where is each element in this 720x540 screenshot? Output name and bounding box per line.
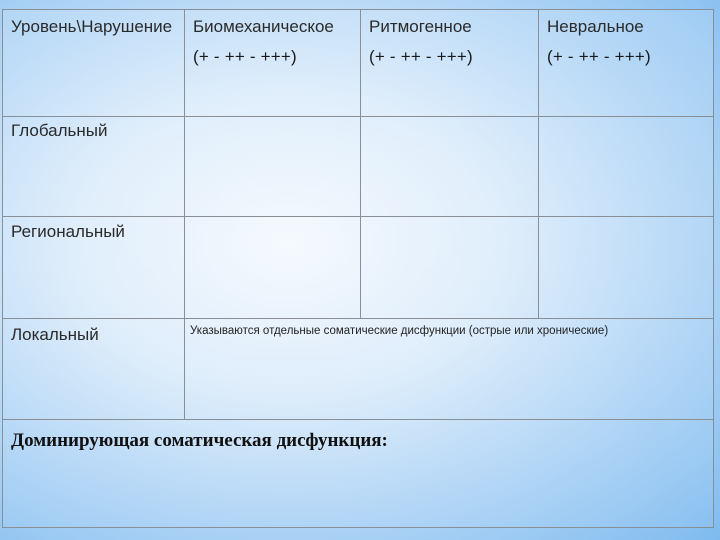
column-header-biomechanical: Биомеханическое xyxy=(193,17,334,36)
column-scale-biomechanical: (+ - ++ - +++) xyxy=(193,47,297,66)
col-divider-3 xyxy=(538,9,539,319)
column-header-neural: Невральное xyxy=(547,17,644,36)
row-label-global: Глобальный xyxy=(11,121,108,140)
table-border-bottom xyxy=(2,527,714,528)
table-border-top xyxy=(2,9,714,10)
row-label-regional: Региональный xyxy=(11,222,125,241)
assessment-table xyxy=(2,9,714,528)
table-border-right xyxy=(713,9,714,528)
col-divider-1 xyxy=(184,9,185,420)
column-scale-rhythmogenic: (+ - ++ - +++) xyxy=(369,47,473,66)
dominant-dysfunction-label: Доминирующая соматическая дисфункция: xyxy=(11,430,388,451)
local-dysfunction-note: Указываются отдельные соматические дисфункции (острые или хронические) xyxy=(190,325,609,337)
row-divider-4 xyxy=(2,419,714,420)
row-label-local: Локальный xyxy=(11,325,99,344)
row-divider-2 xyxy=(2,216,714,217)
row-divider-1 xyxy=(2,116,714,117)
column-header-rhythmogenic: Ритмогенное xyxy=(369,17,472,36)
header-corner: Уровень\Нарушение xyxy=(11,17,173,36)
column-scale-neural: (+ - ++ - +++) xyxy=(547,47,651,66)
table-border-left xyxy=(2,9,3,528)
col-divider-2 xyxy=(360,9,361,319)
row-divider-3 xyxy=(2,318,714,319)
